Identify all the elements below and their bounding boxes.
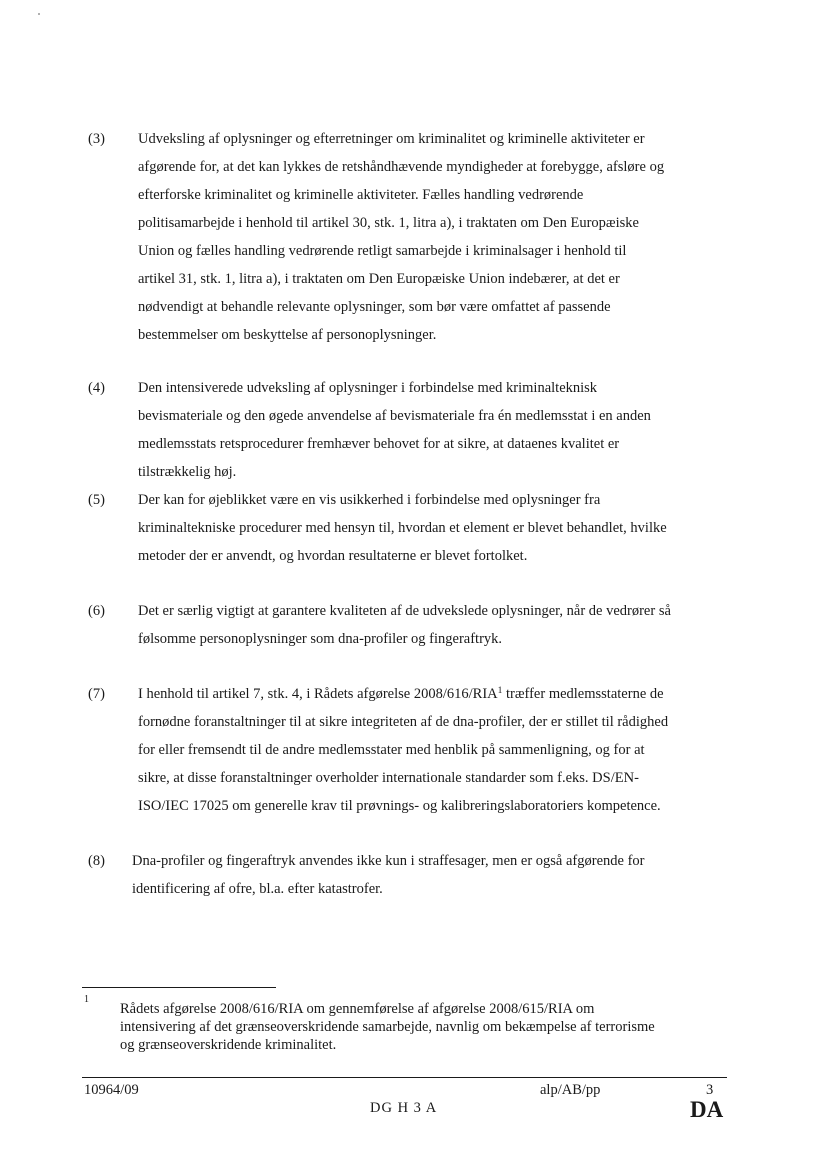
- scan-speck: [38, 13, 40, 15]
- text-line: identificering af ofre, bl.a. efter katastrofer.: [132, 881, 383, 897]
- footnote-text: [120, 1000, 720, 1018]
- directorate-code: DG H 3 A: [370, 1100, 438, 1116]
- paragraph-text: [138, 374, 738, 486]
- text-line: Dna-profiler og fingeraftryk anvendes ikke kun i straffesager, men er også afgørende for: [132, 853, 645, 869]
- text-line: efterforske kriminalitet og kriminelle aktiviteter. Fælles handling vedrørende: [138, 187, 584, 203]
- footnote-line: intensivering af det grænseoverskridende samarbejde, navnlig om bekæmpelse af terrorisme: [120, 1019, 655, 1035]
- text-line: følsomme personoplysninger som dna-profiler og fingeraftryk.: [138, 631, 503, 647]
- text-line: for eller fremsendt til de andre medlemsstater med henblik på sammenligning, og for at: [138, 742, 645, 758]
- document-number: 10964/09: [84, 1082, 139, 1098]
- paragraph-number: (5): [88, 492, 105, 508]
- text-line: kriminaltekniske procedurer med hensyn til, hvordan et element er blevet behandlet, hvilke: [138, 520, 667, 536]
- footnote-separator: [82, 987, 276, 988]
- text-line: Udveksling af oplysninger og efterretninger om kriminalitet og kriminelle aktiviteter er: [138, 131, 645, 147]
- paragraph-number: (4): [88, 380, 105, 396]
- paragraph-text: [138, 597, 738, 653]
- footnote-continuation: [120, 1018, 760, 1054]
- reference-code: alp/AB/pp: [540, 1082, 601, 1098]
- text-line: sikre, at disse foranstaltninger overholder internationale standarder som f.eks. DS/EN-: [138, 770, 639, 786]
- paragraph-number: (7): [88, 686, 105, 702]
- text-line: artikel 31, stk. 1, litra a), i traktaten om Den Europæiske Union indebærer, at det er: [138, 271, 620, 287]
- footnote-line: Rådets afgørelse 2008/616/RIA om gennemførelse af afgørelse 2008/615/RIA om: [120, 1001, 595, 1017]
- paragraph-text: [138, 125, 738, 349]
- text-line: Den intensiverede udveksling af oplysninger i forbindelse med kriminalteknisk: [138, 380, 598, 396]
- text-line: medlemsstats retsprocedurer fremhæver behovet for at sikre, at dataenes kvalitet er: [138, 436, 620, 452]
- text-line: fornødne foranstaltninger til at sikre integriteten af de dna-profiler, der er stillet til rådighed: [138, 714, 669, 730]
- text-line: ISO/IEC 17025 om generelle krav til prøvnings- og kalibreringslaboratoriers kompetence.: [138, 798, 661, 814]
- text-line: bevismateriale og den øgede anvendelse af bevismateriale fra én medlemsstat i en anden: [138, 408, 651, 424]
- paragraph-number: (6): [88, 603, 105, 619]
- text-line: [138, 680, 738, 708]
- text-line: nødvendigt at behandle relevante oplysninger, som bør være omfattet af passende: [138, 299, 611, 315]
- text-fragment: I henhold til artikel 7, stk. 4, i Rådets afgørelse 2008/616/RIA: [138, 686, 498, 702]
- paragraph-number: (8): [88, 853, 105, 869]
- text-line: Union og fælles handling vedrørende retligt samarbejde i kriminalsager i henhold til: [138, 243, 627, 259]
- text-line: tilstrækkelig høj.: [138, 464, 237, 480]
- text-line: afgørende for, at det kan lykkes de retshåndhævende myndigheder at forebygge, afsløre og: [138, 159, 665, 175]
- paragraph-text: [138, 680, 738, 820]
- footer-separator: [82, 1077, 727, 1078]
- text-line: bestemmelser om beskyttelse af personoplysninger.: [138, 327, 437, 343]
- paragraph-text: [132, 847, 732, 903]
- text-line: politisamarbejde i henhold til artikel 30, stk. 1, litra a), i traktaten om Den Europæiske: [138, 215, 639, 231]
- footnote-line: og grænseoverskridende kriminalitet.: [120, 1037, 337, 1053]
- language-code: DA: [690, 1097, 724, 1122]
- text-line: Der kan for øjeblikket være en vis usikkerhed i forbindelse med oplysninger fra: [138, 492, 601, 508]
- paragraph-text: [138, 486, 738, 570]
- text-line: Det er særlig vigtigt at garantere kvaliteten af de udvekslede oplysninger, når de vedrører så: [138, 603, 671, 619]
- text-fragment: træffer medlemsstaterne de: [502, 686, 664, 702]
- paragraph-number: (3): [88, 131, 105, 147]
- footnote-mark: 1: [84, 994, 89, 1005]
- footnote-reference: 1: [497, 686, 503, 696]
- page-number: 3: [706, 1082, 714, 1098]
- text-line: metoder der er anvendt, og hvordan resultaterne er blevet fortolket.: [138, 548, 528, 564]
